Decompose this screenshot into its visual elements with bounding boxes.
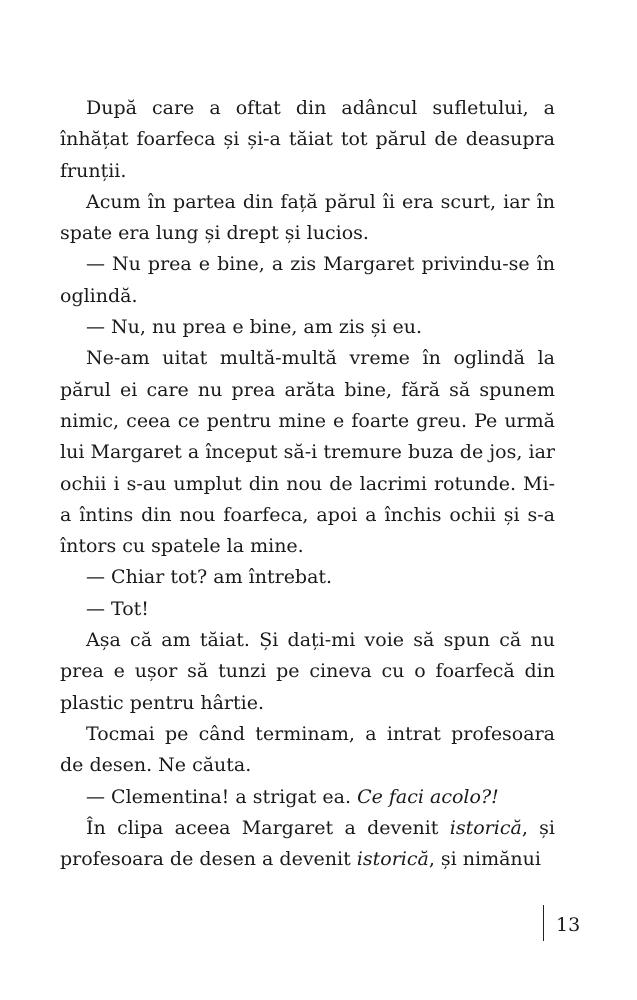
text-run: , și nimănui: [428, 848, 541, 871]
page-text: [60, 93, 555, 875]
paragraph: Ne-am uitat multă-multă vreme în oglindă la părul ei care nu prea arăta bine, fără să spunem nimic, ceea ce pentru mine e foarte greu. Pe urmă lui Margaret a început să-i tremure buza de jos, iar ochii i s-au umplut din nou de lacrimi rotunde. Mi-a întins din nou foarfeca, apoi a închis ochii și s-a întors cu spatele la mine.: [60, 347, 555, 558]
dialogue-line: — Tot!: [86, 597, 149, 620]
paragraph: Acum în partea din față părul îi era scurt, iar în spate era lung și drept și lucios.: [60, 190, 555, 245]
italic-text: istorică: [356, 848, 429, 871]
dialogue-line: — Nu, nu prea e bine, am zis și eu.: [86, 316, 423, 339]
text-run: În clipa aceea Margaret a devenit: [86, 816, 450, 839]
dialogue-line: [60, 782, 555, 813]
dialogue-text: — Clementina! a strigat ea.: [86, 785, 358, 808]
page-number-rule: [543, 905, 544, 941]
paragraph: După care a oftat din adâncul sufletului, a înhățat foarfeca și și-a tăiat tot părul de deasupra frunții.: [60, 97, 555, 182]
dialogue-line: — Chiar tot? am întrebat.: [86, 566, 333, 589]
paragraph: Așa că am tăiat. Și dați-mi voie să spun că nu prea e ușor să tunzi pe cineva cu o foarfecă din plastic pentru hârtie.: [60, 629, 555, 714]
dialogue-line: — Nu prea e bine, a zis Margaret privindu-se în oglindă.: [60, 253, 555, 307]
italic-text: Ce faci acolo?!: [357, 785, 499, 808]
paragraph: [60, 813, 555, 876]
page-number: 13: [556, 914, 581, 936]
text-run: , și profesoara de desen a devenit: [60, 816, 556, 871]
paragraph: Tocmai pe când terminam, a intrat profesoara de desen. Ne căuta.: [60, 722, 555, 777]
italic-text: istorică: [449, 816, 522, 839]
